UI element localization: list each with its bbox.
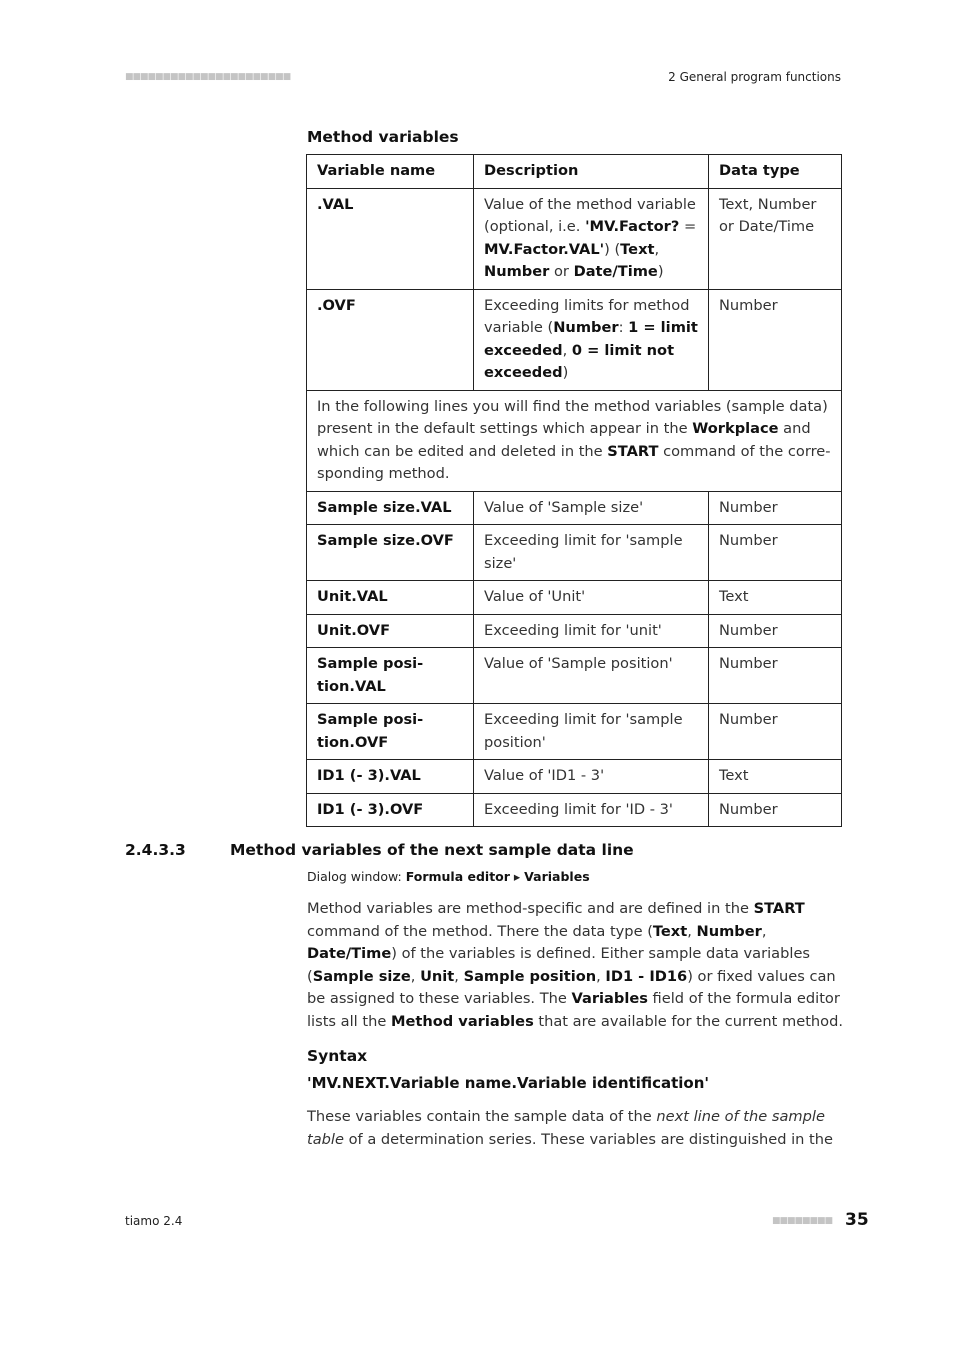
table-row [307,491,842,525]
table-row [307,614,842,648]
table-row [307,648,842,704]
chapter-title: 2 General program functions [668,70,841,84]
variable-name: .VAL [307,188,474,289]
dialog-path: Dialog window: Formula editor ▸ Variables [307,869,590,884]
variable-description: Exceeding limit for 'sample size' [474,525,709,581]
column-header: Description [474,155,709,189]
footer-decoration: ■■■■■■■■ [772,1216,833,1226]
variable-description: Value of the method variable (optional, i.e. 'MV.Factor? = MV.Factor.VAL') (Text, Number or Date/Time) [474,188,709,289]
variable-type: Number [709,793,842,827]
variable-name: Sample position.VAL [307,648,474,704]
variable-name: ID1 (- 3).VAL [307,760,474,794]
variable-description: Exceeding limit for 'unit' [474,614,709,648]
column-header: Variable name [307,155,474,189]
page-number: 35 [845,1210,869,1230]
variable-type: Text [709,760,842,794]
section-number: 2.4.3.3 [125,841,186,859]
variable-name: Unit.VAL [307,581,474,615]
variable-description: Exceeding limit for 'sample position' [474,704,709,760]
syntax-expression: 'MV.NEXT.Variable name.Variable identification' [307,1074,709,1092]
variable-type: Number [709,704,842,760]
variable-name: .OVF [307,289,474,390]
variable-description: Exceeding limit for 'ID - 3' [474,793,709,827]
header-decoration: ■■■■■■■■■■■■■■■■■■■■■■ [125,72,291,82]
variable-type: Text [709,581,842,615]
table-row [307,289,842,390]
footer-product: tiamo 2.4 [125,1214,183,1228]
table-row [307,704,842,760]
variable-description: Value of 'Sample size' [474,491,709,525]
variable-type: Number [709,525,842,581]
variable-name: Sample size.VAL [307,491,474,525]
variable-type: Number [709,648,842,704]
variable-description: Value of 'Unit' [474,581,709,615]
table-header-row [307,155,842,189]
table-row [307,760,842,794]
variable-description: Value of 'ID1 - 3' [474,760,709,794]
description-paragraph: These variables contain the sample data of the next line of the sample table of a determination series. These variables are distinguished in the [307,1108,833,1148]
variable-type: Number [709,289,842,390]
table-row [307,188,842,289]
column-header: Data type [709,155,842,189]
variable-type: Number [709,491,842,525]
variable-description: Value of 'Sample position' [474,648,709,704]
intro-paragraph: Method variables are method-specific and are defined in the START command of the method. There the data type (Text, Number, Date/Time) of the variables is defined. Either sample data variables (Sample size, Unit, Sample position, ID1 - ID16) or fixed values can be assigned to these variables. The Variables field of the formula editor lists all the Method variables that are available for the current method. [307,900,843,1030]
variable-type: Number [709,614,842,648]
table-row [307,525,842,581]
table-caption: Method variables [307,128,459,146]
table-note-row [307,390,842,491]
table-note: In the following lines you will find the method variables (sample data) present in the default settings which appear in the Workplace and which can be edited and deleted in the START command of the corresponding method. [307,390,842,491]
variable-type: Text, Number or Date/Time [709,188,842,289]
variable-name: ID1 (- 3).OVF [307,793,474,827]
syntax-heading: Syntax [307,1047,368,1065]
variable-name: Sample position.OVF [307,704,474,760]
table-row [307,793,842,827]
section-title: Method variables of the next sample data line [230,841,634,859]
method-variables-table [306,154,842,827]
variable-name: Unit.OVF [307,614,474,648]
variable-name: Sample size.OVF [307,525,474,581]
variable-description: Exceeding limits for method variable (Number: 1 = limit exceeded, 0 = limit not exceeded) [474,289,709,390]
table-row [307,581,842,615]
